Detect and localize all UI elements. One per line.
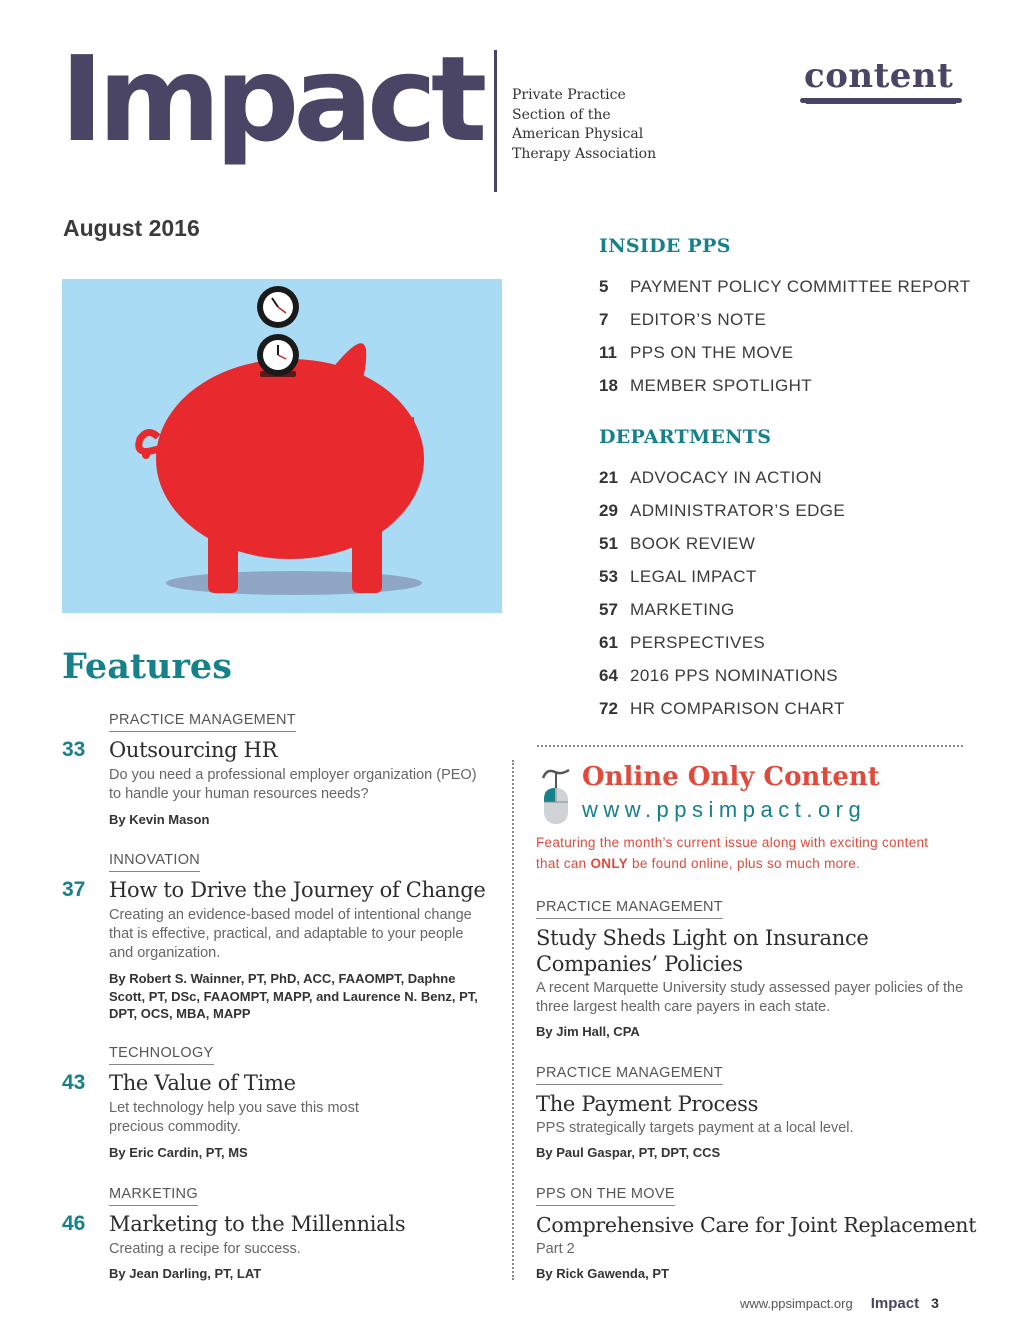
toc-title: EDITOR’S NOTE (630, 309, 767, 329)
toc-title: ADMINISTRATOR’S EDGE (630, 500, 846, 520)
toc-title: LEGAL IMPACT (630, 566, 757, 586)
inside-pps-list (599, 270, 971, 402)
toc-page: 18 (599, 375, 618, 395)
masthead-divider (494, 50, 497, 192)
toc-item[interactable] (599, 461, 845, 494)
toc-item[interactable] (599, 494, 845, 527)
online-article-description: A recent Marquette University study assessed payer policies of the three largest health care payers in each state. (536, 980, 964, 1015)
departments-heading: DEPARTMENTS (599, 426, 772, 448)
content-label: content (804, 56, 954, 96)
feature-byline: By Kevin Mason (109, 812, 210, 827)
feature-byline: By Eric Cardin, PT, MS (109, 1145, 248, 1160)
feature-page: 46 (62, 1212, 86, 1235)
toc-title: MARKETING (630, 599, 735, 619)
online-only-heading: Online Only Content (582, 762, 880, 792)
toc-item[interactable] (599, 626, 845, 659)
feature-category: MARKETING (109, 1186, 198, 1206)
tagline-line: Therapy Association (512, 145, 657, 162)
toc-title: BOOK REVIEW (630, 533, 756, 553)
page-footer (740, 1295, 939, 1312)
tagline-line: Private Practice (512, 87, 626, 103)
toc-title: PERSPECTIVES (630, 632, 766, 652)
toc-page: 11 (599, 342, 617, 362)
page-number: 3 (931, 1295, 939, 1311)
toc-page: 57 (599, 599, 618, 619)
toc-page: 61 (599, 632, 618, 652)
toc-title: ADVOCACY IN ACTION (630, 467, 823, 487)
online-desc-text: be found online, plus so much more. (627, 856, 861, 871)
online-article-description: Part 2 (536, 1241, 575, 1257)
feature-description: Creating a recipe for success. (109, 1241, 301, 1257)
online-url-link[interactable]: www.ppsimpact.org (582, 797, 867, 822)
tagline-line: American Physical (512, 126, 644, 142)
toc-item[interactable] (599, 692, 845, 725)
toc-page: 5 (599, 276, 609, 296)
feature-byline: By Robert S. Wainner, PT, PhD, ACC, FAAOMPT, Daphne Scott, PT, DSc, FAAOMPT, MAPP, and Laurence N. Benz, PT, DPT, OCS, MBA, MAPP (109, 971, 478, 1021)
computer-mouse-icon (539, 766, 573, 826)
toc-item[interactable] (599, 659, 845, 692)
toc-page: 51 (599, 533, 618, 553)
online-article-title[interactable]: The Payment Process (536, 1092, 759, 1116)
feature-description: Creating an evidence-based model of intentional change that is effective, practical, and adaptable to your people and organization. (109, 907, 472, 961)
toc-page: 29 (599, 500, 618, 520)
toc-title: PAYMENT POLICY COMMITTEE REPORT (630, 276, 971, 296)
feature-category: PRACTICE MANAGEMENT (109, 712, 296, 732)
online-article-category: PRACTICE MANAGEMENT (536, 1065, 723, 1085)
online-article-byline: By Rick Gawenda, PT (536, 1266, 669, 1281)
feature-byline: By Jean Darling, PT, LAT (109, 1266, 262, 1281)
online-article-byline: By Paul Gaspar, PT, DPT, CCS (536, 1145, 721, 1160)
piggy-bank-illustration (62, 279, 502, 613)
toc-page: 53 (599, 566, 618, 586)
departments-list (599, 461, 845, 725)
feature-title[interactable]: Outsourcing HR (109, 738, 278, 762)
online-article-byline: By Jim Hall, CPA (536, 1024, 640, 1039)
content-underline-thin (806, 103, 956, 104)
toc-title: HR COMPARISON CHART (630, 698, 845, 718)
toc-title: MEMBER SPOTLIGHT (630, 375, 813, 395)
online-article-title[interactable]: Comprehensive Care for Joint Replacement (536, 1213, 977, 1237)
column-divider (512, 760, 514, 1280)
feature-page: 37 (62, 878, 86, 901)
toc-page: 7 (599, 309, 609, 329)
online-article-category: PRACTICE MANAGEMENT (536, 899, 723, 919)
online-description (536, 832, 956, 874)
feature-title[interactable]: Marketing to the Millennials (109, 1212, 406, 1236)
inside-pps-heading: INSIDE PPS (599, 235, 731, 257)
feature-title[interactable]: How to Drive the Journey of Change (109, 878, 486, 902)
toc-item[interactable] (599, 270, 971, 303)
feature-title[interactable]: The Value of Time (109, 1071, 296, 1095)
issue-date: August 2016 (63, 215, 200, 241)
footer-url[interactable]: www.ppsimpact.org (740, 1296, 853, 1311)
online-article-description: PPS strategically targets payment at a local level. (536, 1120, 854, 1136)
toc-page: 72 (599, 698, 618, 718)
tagline-line: Section of the (512, 106, 611, 123)
toc-item[interactable] (599, 593, 845, 626)
features-heading: Features (62, 646, 232, 687)
online-article-category: PPS ON THE MOVE (536, 1186, 675, 1206)
toc-page: 64 (599, 665, 618, 685)
feature-description: Let technology help you save this most precious commodity. (109, 1100, 359, 1135)
feature-page: 33 (62, 738, 86, 761)
toc-item[interactable] (599, 527, 845, 560)
toc-item[interactable] (599, 303, 971, 336)
feature-category: TECHNOLOGY (109, 1045, 214, 1065)
section-divider (537, 745, 963, 747)
footer-brand: Impact (870, 1295, 920, 1312)
online-article-title[interactable]: Study Sheds Light on Insurance Companies’ Policies (536, 926, 869, 976)
toc-item[interactable] (599, 560, 845, 593)
feature-description: Do you need a professional employer organization (PEO) to handle your human resources needs? (109, 767, 477, 802)
toc-item[interactable] (599, 336, 971, 369)
online-desc-text: Featuring the month’s current issue along with exciting content that can (536, 835, 929, 871)
feature-page: 43 (62, 1071, 86, 1094)
impact-logo: Impact (60, 30, 482, 168)
toc-item[interactable] (599, 369, 971, 402)
masthead-tagline (512, 86, 712, 164)
piggy-bank-icon (62, 279, 502, 613)
toc-page: 21 (599, 467, 618, 487)
feature-category: INNOVATION (109, 852, 200, 872)
online-desc-emphasis: ONLY (590, 856, 628, 871)
toc-title: 2016 PPS NOMINATIONS (630, 665, 838, 685)
toc-title: PPS ON THE MOVE (630, 342, 794, 362)
